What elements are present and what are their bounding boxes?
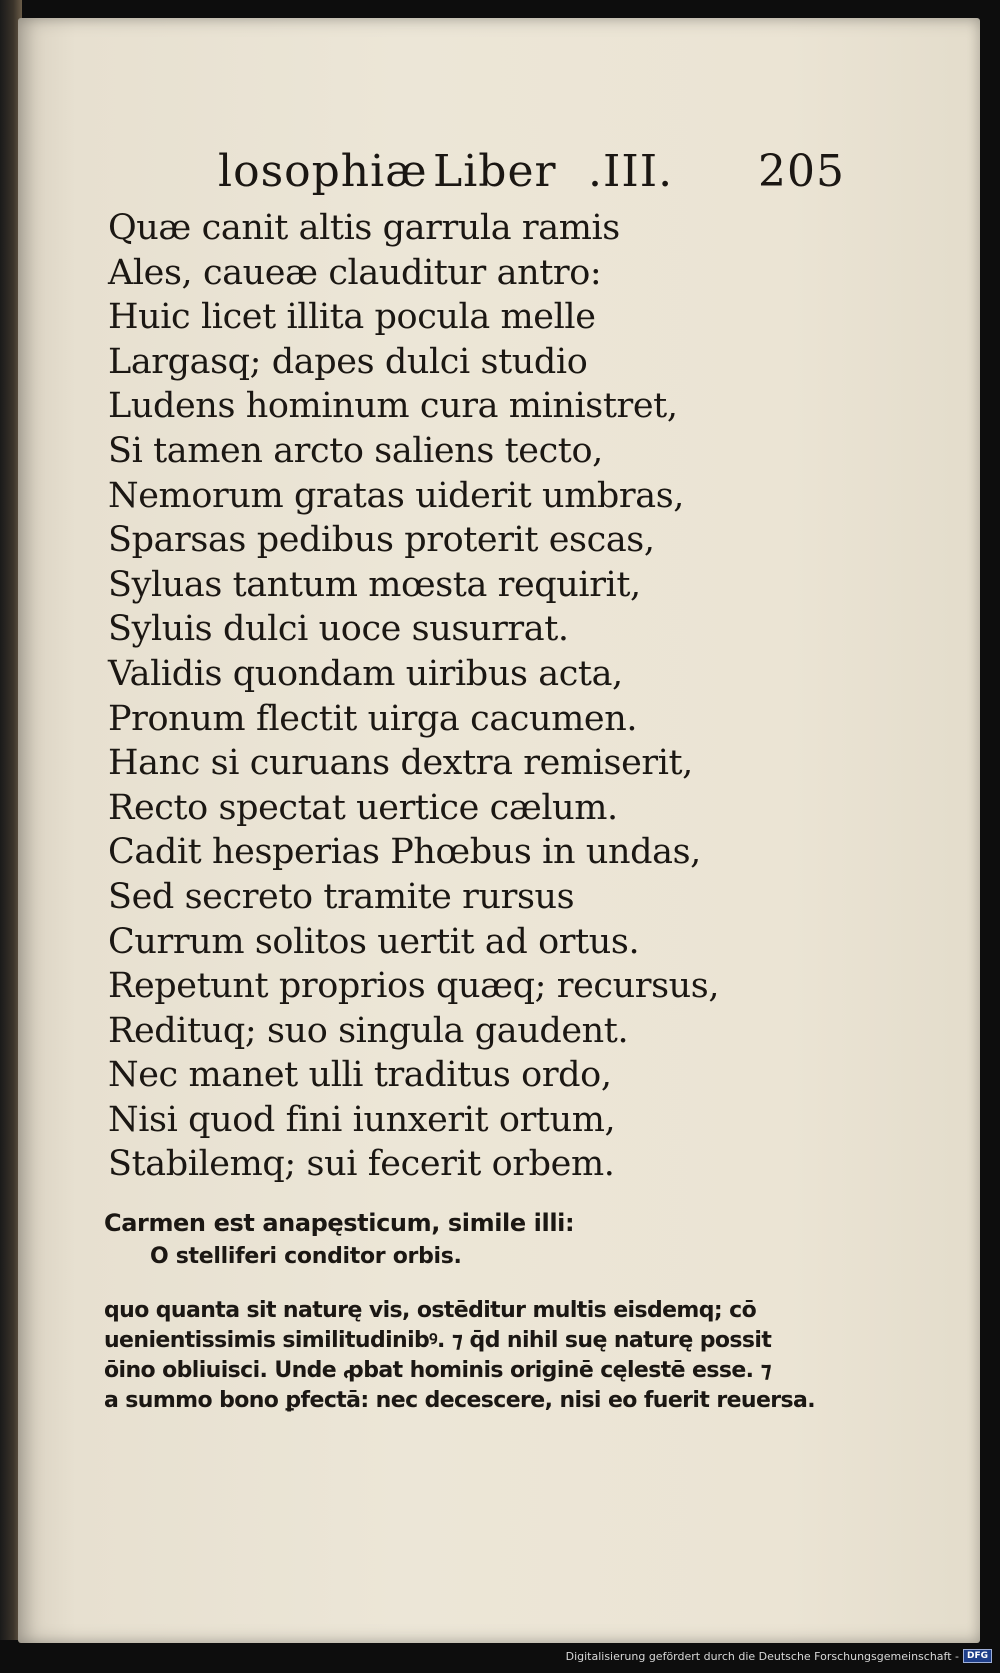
- verse-line: Sed secreto tramite rursus: [108, 876, 575, 917]
- running-head-book: Liber: [433, 146, 557, 197]
- verse-line: Cadit hesperias Phœbus in undas,: [108, 832, 701, 873]
- verse-line: Nemorum gratas uiderit umbras,: [108, 475, 684, 516]
- dfg-logo: DFG: [963, 1649, 992, 1663]
- commentary-note: [104, 1206, 824, 1416]
- verse-line: Validis quondam uiribus acta,: [108, 653, 623, 694]
- verse-line: Recto spectat uertice cælum.: [108, 787, 618, 828]
- verse-line: Syluas tantum mœsta requirit,: [108, 564, 641, 605]
- page-number: 205: [758, 146, 845, 197]
- verse-line: Quæ canit altis garrula ramis: [108, 208, 620, 248]
- book-page: [18, 18, 980, 1643]
- verse-line: Ludens hominum cura ministret,: [108, 386, 678, 427]
- verse-line: Hanc si curuans dextra remiserit,: [108, 743, 693, 784]
- note-body-line: ōino obliuisci. Unde ꝓbat hominis originē cęlestē esse. ⁊: [104, 1358, 772, 1383]
- running-head-numeral: .III.: [588, 146, 674, 197]
- verse-line: Redituq; suo singula gaudent.: [108, 1010, 629, 1051]
- note-body: [104, 1296, 824, 1416]
- verse-line: Syluis dulci uoce susurrat.: [108, 609, 569, 650]
- note-body-line: a summo bono ꝑfectā: nec decescere, nisi eo fuerit reuersa.: [104, 1388, 816, 1413]
- running-head-title: losophiæ: [218, 146, 428, 197]
- verse-line: Ales, caueæ clauditur antro:: [108, 252, 602, 293]
- verse-line: Nisi quod fini iunxerit ortum,: [108, 1099, 616, 1140]
- verse-line: Huic licet illita pocula melle: [108, 297, 596, 338]
- verse-line: Nec manet ulli traditus ordo,: [108, 1055, 612, 1096]
- note-body-line: uenientissimis similitudinibꝰ. ⁊ q̄d nihil suę naturę possit: [104, 1328, 772, 1353]
- digitization-footer: [566, 1645, 992, 1667]
- note-heading: Carmen est anapęsticum, simile illi:: [104, 1209, 575, 1237]
- verse-line: Repetunt proprios quæq; recursus,: [108, 966, 720, 1007]
- running-head: [218, 146, 845, 206]
- verse-line: Sparsas pedibus proterit escas,: [108, 520, 655, 561]
- note-quote: O stelliferi conditor orbis.: [150, 1244, 462, 1269]
- verse-line: Stabilemq; sui fecerit orbem.: [108, 1144, 615, 1185]
- verse-line: Si tamen arcto saliens tecto,: [108, 430, 603, 471]
- verse-block: [108, 206, 748, 1187]
- verse-line: Largasq; dapes dulci studio: [108, 341, 588, 382]
- note-body-line: quo quanta sit naturę vis, ostēditur multis eisdemq; cō: [104, 1298, 757, 1323]
- verse-line: Pronum flectit uirga cacumen.: [108, 698, 638, 739]
- digitization-credit: Digitalisierung gefördert durch die Deutsche Forschungsgemeinschaft -: [565, 1649, 959, 1663]
- verse-line: Currum solitos uertit ad ortus.: [108, 921, 640, 962]
